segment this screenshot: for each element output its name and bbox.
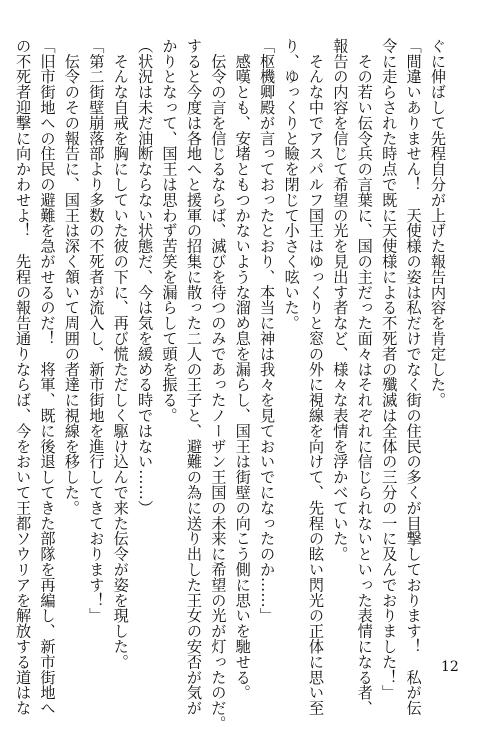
text-line: り、ゆっくりと瞼を閉じて小さく呟いた。: [282, 38, 301, 331]
text-line: （状況は未だ油断ならない状態だ、今は気を緩める時ではない……）: [136, 38, 155, 516]
text-line: 「間違いありません！ 天使様の姿は私だけでなく街の住民の多くが目撃しております！ 私が伝: [404, 38, 423, 716]
text-line: その若い伝令兵の言葉に、国の主だった面々はそれぞれに信じられないといった表情になる者、: [355, 38, 374, 716]
text-line: 令に走らされた時点で既に天使様による不死者の殲滅は全体の三分の一に及んでおりました！」: [380, 38, 399, 701]
text-line: そんな中でアスパルフ国王はゆっくりと窓の外に視線を向けて、先程の眩い閃光の正体に思い至: [306, 38, 325, 716]
text-line: ぐに伸ばして先程自分が上げた報告内容を肯定した。: [429, 38, 447, 408]
page-number: 12: [441, 659, 459, 675]
text-line: すると今度は各地へと援軍の招集に散った二人の王子と、避難の為に送り出した王女の安否が気が: [184, 38, 203, 716]
text-line: 「第二街壁崩落部より多数の不死者が流入し、新市街地を進行してきております！」: [87, 38, 106, 624]
text-line: 報告の内容を信じて希望の光を見出す者など、様々な表情を浮かべていた。: [331, 38, 350, 562]
text-line: 伝令の言を信じるならば、滅びを待つのみであったノーザン王国の未来に希望の光が灯ったのだ。: [209, 38, 228, 731]
text-line: 「枢機卿殿が言っておったとおり、本当に神は我々を見ておいでになったのか……」: [258, 38, 277, 624]
text-line: 感嘆とも、安堵ともつかないような溜め息を漏らし、国王は街壁の向こう側に思いを馳せる。: [233, 38, 252, 701]
text-line: 伝令のその報告に、国王は深く頷いて周囲の者達に視線を移した。: [62, 38, 81, 516]
text-line: 「旧市街地への住民の避難を急がせるのだ！ 将軍、既に後退してきた部隊を再編し、新市街地へ: [38, 38, 57, 716]
text-line: かりとなって、国王は思わず苦笑を漏らして頭を振る。: [160, 38, 179, 423]
text-line: の不死者迎撃に向かわせよ！ 先程の報告通りならば、今をおいて王都ソウリアを解放する道はな: [14, 38, 33, 716]
text-line: そんな自戒を胸にしていた彼の下に、再び慌ただしく駆け込んで来た伝令が姿を現した。: [111, 38, 130, 670]
